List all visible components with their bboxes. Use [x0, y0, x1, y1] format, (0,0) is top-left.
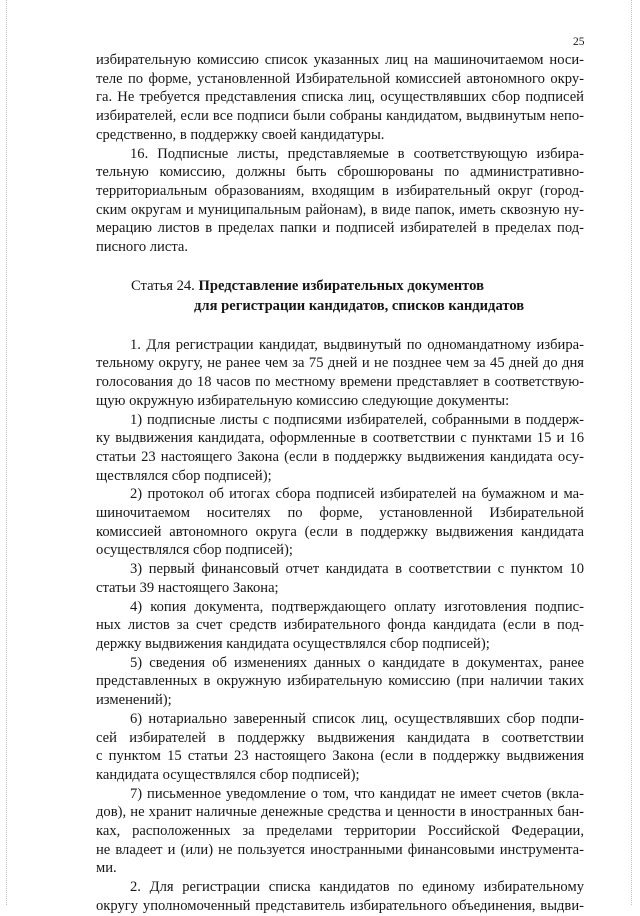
- text-line: с пунктом 15 статьи 23 настоящего Закона (если в поддержку выдвижения: [96, 748, 584, 765]
- article-number: Статья 24.: [131, 277, 199, 294]
- text-line: ским округам и муниципальным районам), в виде папок, иметь сквозную ну-: [96, 201, 584, 218]
- text-line: 5) сведения об изменениях данных о кандидате в документах, ранее: [130, 654, 584, 671]
- text-line: представленных в окружную избирательную комиссию (при наличии таких: [96, 673, 584, 690]
- text-line: щую окружную избирательную комиссию следующие документы:: [96, 392, 510, 409]
- text-line: статьи 23 настоящего Закона (если в поддержку выдвижения кандидата осу-: [96, 448, 584, 465]
- text-line: тельную комиссию, должны быть сброшюрованы по административно-: [96, 164, 584, 181]
- article-title: Представление избирательных документов: [198, 277, 484, 294]
- subitem-6: [96, 710, 584, 785]
- text-line: изменений);: [96, 692, 172, 709]
- text-line: сей избирателей в поддержку выдвижения кандидата в соответствии: [96, 729, 584, 746]
- text-line: комиссией автономного округа (если в поддержку выдвижения кандидата: [96, 523, 584, 540]
- text-line: ных листов за счет средств избирательного фонда кандидата (если в под-: [96, 617, 584, 634]
- text-line: ществлялся сбор подписей);: [96, 467, 272, 484]
- text-line: держку выдвижения кандидата осуществлялся сбор подписей);: [96, 635, 490, 652]
- text-line: шиночитаемом носителях по форме, установленной Избирательной: [96, 505, 584, 522]
- paragraph-item-16: [96, 145, 584, 257]
- text-line: 7) письменное уведомление о том, что кандидат не имеет счетов (вкла-: [130, 785, 584, 802]
- text-line: 2. Для регистрации списка кандидатов по единому избирательному: [130, 879, 584, 896]
- text-line: ку выдвижения кандидата, оформленные в соответствии с пунктами 15 и 16: [96, 430, 584, 447]
- subitem-4: [96, 598, 584, 654]
- subitem-7: [96, 785, 584, 879]
- text-line: округу уполномоченный представитель избирательного объединения, выдви-: [96, 897, 584, 914]
- text-line: ках, расположенных за пределами территории Российской Федерации,: [96, 823, 584, 840]
- paragraph-1: [96, 336, 584, 411]
- scan-edge-left: [6, 0, 8, 905]
- text-line: 6) нотариально заверенный список лиц, осуществлявших сбор подпи-: [130, 710, 584, 727]
- article-heading-line-2: для регистрации кандидатов, списков кандидатов: [194, 297, 525, 314]
- text-line: территориальным образованиям, входящим в избирательный округ (город-: [96, 182, 584, 199]
- text-line: ми.: [96, 860, 117, 877]
- document-body: [96, 51, 584, 916]
- scan-edge-right: [631, 0, 633, 905]
- subitem-1: [96, 411, 584, 486]
- text-line: осуществлялся сбор подписей);: [96, 542, 293, 559]
- text-line: голосования до 18 часов по местному времени представляет в соответствую-: [96, 374, 584, 391]
- article-heading: [96, 276, 584, 316]
- text-line: кандидата осуществлялся сбор подписей);: [96, 766, 360, 783]
- page-number: 25: [573, 36, 585, 48]
- text-line: писного листа.: [96, 239, 189, 256]
- paragraph-continuation: [96, 51, 584, 145]
- text-line: мерацию листов в пределах папки и подписей избирателей в пределах под-: [96, 220, 584, 237]
- text-line: теле по форме, установленной Избирательной комиссией автономного окру-: [96, 70, 584, 87]
- text-line: средственно, в поддержку своей кандидатуры.: [96, 126, 385, 143]
- text-line: га. Не требуется представления списка лиц, осуществлявших сбор подписей: [96, 89, 584, 106]
- paragraph-2: [96, 878, 584, 915]
- text-line: 2) протокол об итогах сбора подписей избирателей на бумажном и ма-: [130, 486, 584, 503]
- text-line: 1. Для регистрации кандидат, выдвинутый по одномандатному избира-: [130, 336, 584, 353]
- text-line: 4) копия документа, подтверждающего оплату изготовления подпис-: [130, 598, 584, 615]
- text-line: статьи 39 настоящего Закона;: [96, 579, 279, 596]
- text-line: не владеет и (или) не пользуется иностранными финансовыми инструмента-: [96, 841, 584, 858]
- subitem-2: [96, 485, 584, 560]
- text-line: 3) первый финансовый отчет кандидата в соответствии с пунктом 10: [130, 561, 584, 578]
- text-line: тельному округу, не ранее чем за 75 дней и не позднее чем за 45 дней до дня: [96, 355, 584, 372]
- subitem-3: [96, 560, 584, 597]
- text-line: 1) подписные листы с подписями избирателей, собранными в поддерж-: [130, 411, 584, 428]
- text-line: избирателей, если все подписи были собраны кандидатом, выдвинутым непо-: [96, 108, 584, 125]
- text-line: дов), не хранит наличные денежные средства и ценности в иностранных бан-: [96, 804, 584, 821]
- article-heading-line-1: [96, 276, 584, 296]
- text-line: 16. Подписные листы, представляемые в соответствующую избира-: [130, 145, 584, 162]
- text-line: избирательную комиссию список указанных лиц на машиночитаемом носи-: [96, 52, 584, 68]
- subitem-5: [96, 654, 584, 710]
